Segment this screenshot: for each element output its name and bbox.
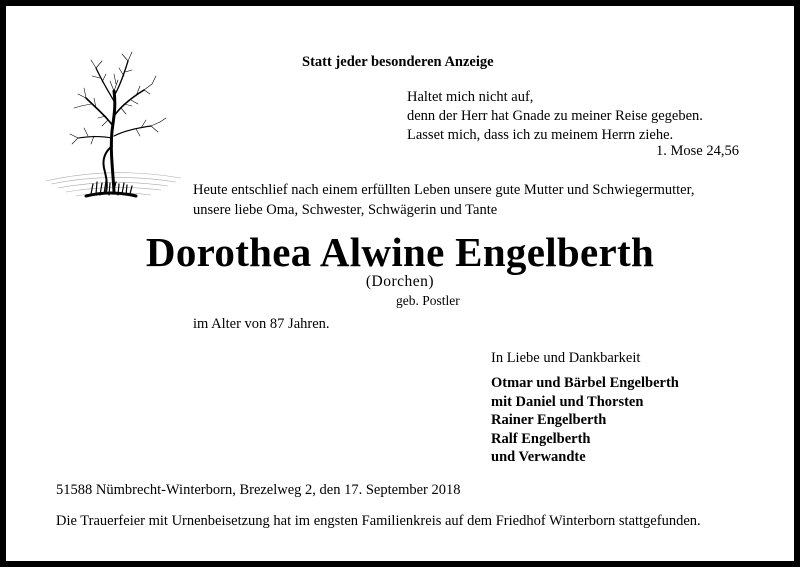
verse-line: Haltet mich nicht auf, <box>407 89 534 105</box>
family-list <box>491 374 679 467</box>
intro-line: Heute entschlief nach einem erfüllten Leben unsere gute Mutter und Schwiegermutter, <box>193 182 695 198</box>
family-member: Ralf Engelberth <box>491 430 591 447</box>
verse-reference: 1. Mose 24,56 <box>656 143 739 159</box>
closing-text: In Liebe und Dankbarkeit <box>491 350 641 366</box>
bible-verse <box>407 88 703 145</box>
age-text: im Alter von 87 Jahren. <box>193 316 330 332</box>
verse-line: denn der Herr hat Gnade zu meiner Reise gegeben. <box>407 108 703 124</box>
family-member: und Verwandte <box>491 449 586 465</box>
place-date: 51588 Nümbrecht-Winterborn, Brezelweg 2, den 17. September 2018 <box>56 482 461 498</box>
family-member: Rainer Engelberth <box>491 412 607 428</box>
family-member: Otmar und Bärbel Engelberth <box>491 375 679 391</box>
nickname: (Dorchen) <box>365 273 435 290</box>
birth-name: geb. Postler <box>396 293 460 308</box>
deceased-name: Dorothea Alwine Engelberth <box>145 229 655 275</box>
intro-line: unsere liebe Oma, Schwester, Schwägerin und Tante <box>193 202 498 218</box>
verse-line: Lasset mich, dass ich zu meinem Herrn ziehe. <box>407 127 674 143</box>
ceremony-text: Die Trauerfeier mit Urnenbeisetzung hat im engsten Familienkreis auf dem Friedhof Winterborn stattgefunden. <box>56 513 701 529</box>
intro-text <box>193 180 695 220</box>
family-member: mit Daniel und Thorsten <box>491 393 644 410</box>
notice-header: Statt jeder besonderen Anzeige <box>302 54 494 70</box>
bare-tree-icon <box>36 46 186 201</box>
